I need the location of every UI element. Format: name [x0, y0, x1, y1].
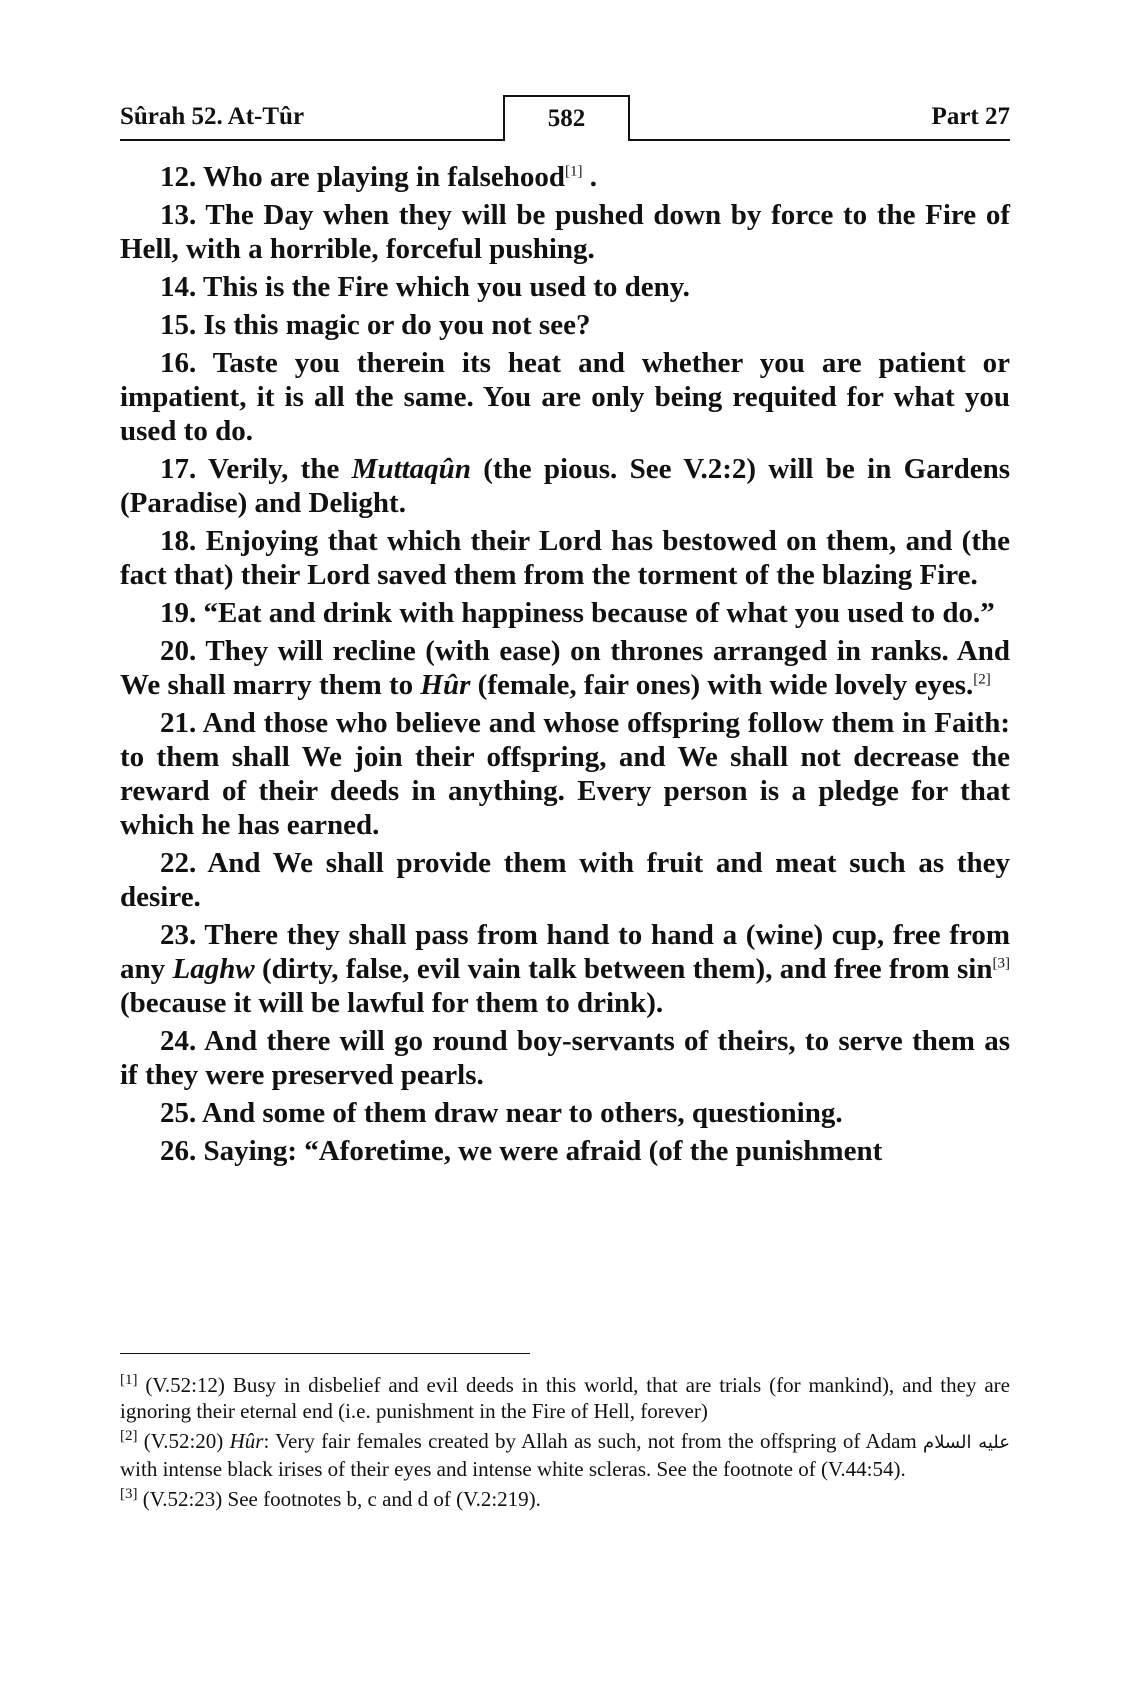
footnote-ref-3[interactable]: [3] — [992, 955, 1010, 972]
footnote-mark-2: [2] — [120, 1428, 138, 1444]
page-header — [120, 95, 1010, 141]
verse-24: 24. And there will go round boy-servants of theirs, to serve them as if they were preserved pearls. — [120, 1025, 1010, 1091]
verse-17: 17. Verily, the Muttaqûn (the pious. See V.2:2) will be in Gardens (Paradise) and Delight. — [120, 453, 1010, 519]
verse-23: 23. There they shall pass from hand to hand a (wine) cup, free from any Laghw (dirty, false, evil vain talk between them), and free from sin[3] (because it will be lawful for them to drink). — [120, 919, 1010, 1019]
arabic-honorific: عليه السلام — [923, 1432, 1011, 1453]
footnote-3: [3] (V.52:23) See footnotes b, c and d of (V.2:219). — [120, 1486, 541, 1511]
verse-25: 25. And some of them draw near to others, questioning. — [160, 1097, 843, 1129]
verse-18: 18. Enjoying that which their Lord has bestowed on them, and (the fact that) their Lord saved them from the torment of the blazing Fire. — [120, 525, 1010, 591]
footnotes — [120, 1372, 1010, 1516]
verse-16: 16. Taste you therein its heat and whether you are patient or impatient, it is all the same. You are only being requited for what you used to do. — [120, 347, 1010, 447]
verse-13: 13. The Day when they will be pushed down by force to the Fire of Hell, with a horrible, forceful pushing. — [120, 199, 1010, 265]
verse-15: 15. Is this magic or do you not see? — [160, 309, 591, 341]
verse-22: 22. And We shall provide them with fruit and meat such as they desire. — [120, 847, 1010, 913]
footnote-1: [1] (V.52:12) Busy in disbelief and evil deeds in this world, that are trials (for mankind), and they are ignoring their eternal end (i.e. punishment in the Fire of Hell, forever) — [120, 1372, 1010, 1423]
footnote-mark-3: [3] — [120, 1486, 138, 1502]
verse-19: 19. “Eat and drink with happiness because of what you used to do.” — [160, 597, 995, 629]
verse-26: 26. Saying: “Aforetime, we were afraid (of the punishment — [160, 1135, 883, 1167]
footnote-2: [2] (V.52:20) Hûr: Very fair females created by Allah as such, not from the offspring of Adam عليه السلام with intense black irises of their eyes and intense white scleras. See the footnote of (V.44:54). — [120, 1428, 1011, 1481]
footnote-mark-1: [1] — [120, 1372, 138, 1388]
verse-21: 21. And those who believe and whose offspring follow them in Faith: to them shall We join their offspring, and We shall not decrease the reward of their deeds in anything. Every person is a pledge for that which he has earned. — [120, 707, 1010, 841]
footnote-ref-2[interactable]: [2] — [973, 671, 991, 688]
verses-body — [120, 160, 1010, 1172]
verse-14: 14. This is the Fire which you used to deny. — [160, 271, 690, 303]
part-label: Part 27 — [931, 103, 1010, 130]
verse-12: 12. Who are playing in falsehood[1] . — [160, 161, 598, 193]
page-number: 582 — [503, 95, 630, 141]
verse-20: 20. They will recline (with ease) on thrones arranged in ranks. And We shall marry them to Hûr (female, fair ones) with wide lovely eyes.[2] — [120, 635, 1010, 701]
footnote-divider — [120, 1353, 530, 1354]
surah-title: Sûrah 52. At-Tûr — [120, 103, 305, 130]
footnote-ref-1[interactable]: [1] — [565, 163, 583, 180]
